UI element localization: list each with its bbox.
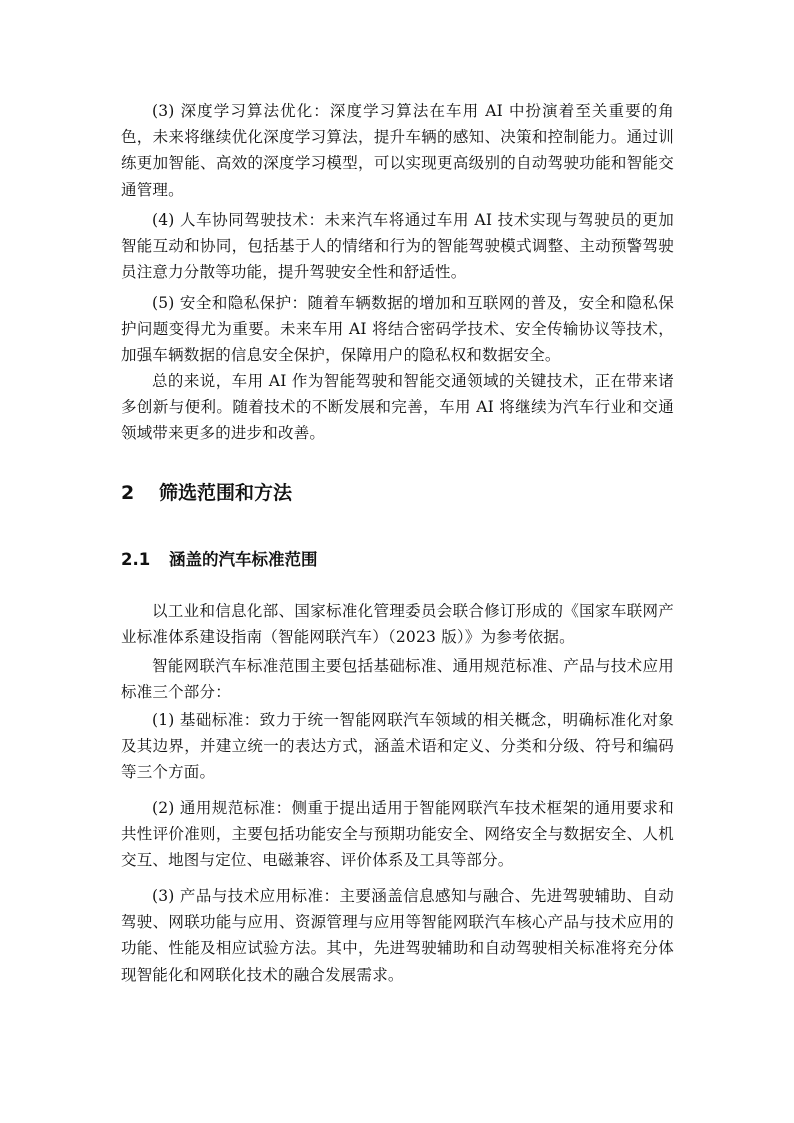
subsection-heading xyxy=(121,546,318,570)
paragraph-deep-learning: (3) 深度学习算法优化：深度学习算法在车用 AI 中扮演着至关重要的角色，未来将继续优化深度学习算法，提升车辆的感知、决策和控制能力。通过训练更加智能、高效的深度学习模型，可以实现更高级别的自动驾驶功能和智能交通管理。 xyxy=(121,102,674,199)
paragraph-general-standards: (2) 通用规范标准：侧重于提出适用于智能网联汽车技术框架的通用要求和共性评价准则，主要包括功能安全与预期功能安全、网络安全与数据安全、人机交互、地图与定位、电磁兼容、评价体系及工具等部分。 xyxy=(121,799,674,870)
paragraph-reference: 以工业和信息化部、国家标准化管理委员会联合修订形成的《国家车联网产业标准体系建设指南（智能网联汽车）（2023 版）》为参考依据。 xyxy=(121,602,674,647)
paragraph-security-privacy: (5) 安全和隐私保护：随着车辆数据的增加和互联网的普及，安全和隐私保护问题变得尤为重要。未来车用 AI 将结合密码学技术、安全传输协议等技术，加强车辆数据的信息安全保护，保障用户的隐私权和数据安全。 xyxy=(121,294,674,365)
paragraph-scope-intro: 智能网联汽车标准范围主要包括基础标准、通用规范标准、产品与技术应用标准三个部分： xyxy=(121,657,674,702)
section-heading xyxy=(121,478,292,505)
subsection-title: 涵盖的汽车标准范围 xyxy=(169,550,318,569)
subsection-number: 2.1 xyxy=(121,550,151,569)
paragraph-human-vehicle: (4) 人车协同驾驶技术：未来汽车将通过车用 AI 技术实现与驾驶员的更加智能互动和协同，包括基于人的情绪和行为的智能驾驶模式调整、主动预警驾驶员注意力分散等功能，提升驾驶安全性和舒适性。 xyxy=(121,211,674,282)
section-title: 筛选范围和方法 xyxy=(159,482,293,504)
section-number: 2 xyxy=(121,482,135,504)
paragraph-product-standards: (3) 产品与技术应用标准：主要涵盖信息感知与融合、先进驾驶辅助、自动驾驶、网联功能与应用、资源管理与应用等智能网联汽车核心产品与技术应用的功能、性能及相应试验方法。其中，先进驾驶辅助和自动驾驶相关标准将充分体现智能化和网联化技术的融合发展需求。 xyxy=(121,887,674,984)
paragraph-basic-standards: (1) 基础标准：致力于统一智能网联汽车领域的相关概念，明确标准化对象及其边界，并建立统一的表达方式，涵盖术语和定义、分类和分级、符号和编码等三个方面。 xyxy=(121,711,674,782)
paragraph-summary: 总的来说，车用 AI 作为智能驾驶和智能交通领域的关键技术，正在带来诸多创新与便利。随着技术的不断发展和完善，车用 AI 将继续为汽车行业和交通领域带来更多的进步和改善。 xyxy=(121,372,674,443)
